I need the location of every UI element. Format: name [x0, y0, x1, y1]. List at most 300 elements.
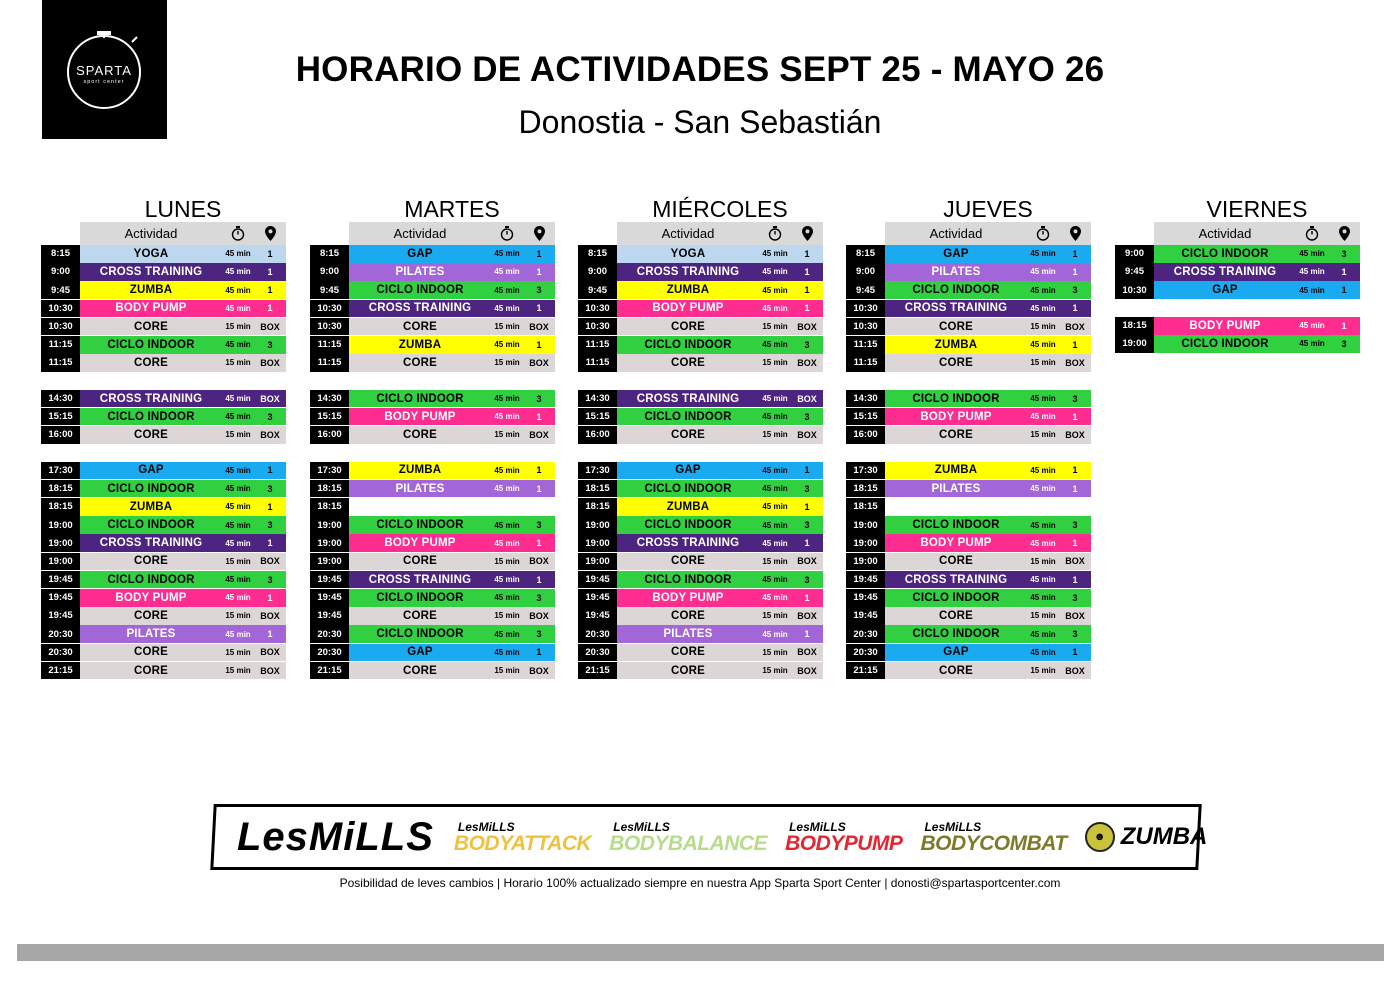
schedule-row	[41, 534, 287, 552]
schedule-row	[310, 263, 556, 281]
class-name: CICLO INDOOR	[107, 519, 195, 532]
class-time: 19:45	[578, 571, 617, 589]
class-name: BODY PUMP	[384, 537, 456, 550]
class-room: 1	[267, 248, 273, 259]
class-cell	[617, 516, 823, 534]
class-cell	[349, 625, 555, 643]
location-pin-icon	[1059, 226, 1091, 241]
logo-tagline: sport center	[83, 79, 125, 85]
day-name: VIERNES	[1206, 196, 1308, 222]
lesmills-brand: LesMiLLS	[237, 814, 434, 859]
class-name: CORE	[670, 664, 706, 677]
class-cell	[80, 390, 286, 408]
program-name: BODYCOMBAT	[920, 831, 1067, 855]
class-name: CORE	[670, 428, 706, 441]
schedule-row	[846, 625, 1092, 643]
class-name: GAP	[943, 646, 969, 659]
class-cell	[885, 462, 1091, 480]
class-time: 19:45	[41, 571, 80, 589]
program-bodyattack	[454, 821, 591, 854]
class-cell	[617, 571, 823, 589]
class-room: 1	[536, 339, 542, 350]
class-name: CICLO INDOOR	[107, 338, 195, 351]
class-cell	[885, 426, 1091, 444]
class-name: CICLO INDOOR	[107, 410, 195, 423]
class-room: BOX	[1065, 357, 1085, 368]
class-room: 1	[267, 538, 273, 549]
schedule-row	[310, 516, 556, 534]
program-name: BODYATTACK	[453, 831, 592, 855]
class-name: CICLO INDOOR	[376, 591, 464, 604]
class-time: 19:00	[578, 516, 617, 534]
class-name: PILATES	[663, 628, 713, 641]
schedule-row	[310, 625, 556, 643]
schedule-row	[846, 462, 1092, 480]
class-duration: 45 min	[225, 249, 251, 259]
class-duration: 45 min	[225, 465, 251, 475]
class-cell	[885, 480, 1091, 498]
schedule-row	[41, 318, 287, 336]
class-room: 1	[536, 411, 542, 422]
class-name: CORE	[133, 646, 169, 659]
class-cell	[885, 408, 1091, 426]
class-duration: 15 min	[494, 556, 520, 566]
class-time: 11:15	[310, 354, 349, 372]
class-time: 10:30	[578, 300, 617, 318]
class-time: 18:15	[310, 480, 349, 498]
class-cell	[617, 644, 823, 662]
class-name: PILATES	[395, 265, 445, 278]
class-cell	[617, 300, 823, 318]
class-cell	[349, 336, 555, 354]
class-name: CICLO INDOOR	[376, 284, 464, 297]
class-duration: 45 min	[1030, 303, 1056, 313]
class-time: 10:30	[310, 318, 349, 336]
class-room: 1	[804, 592, 810, 603]
schedule-row	[41, 245, 287, 263]
page-title: HORARIO DE ACTIVIDADES SEPT 25 - MAYO 26	[295, 50, 1105, 89]
schedule-row	[310, 354, 556, 372]
class-room: 3	[536, 629, 542, 640]
class-duration: 15 min	[762, 430, 788, 440]
schedule-row	[578, 354, 824, 372]
class-cell	[349, 300, 555, 318]
class-name: CORE	[133, 664, 169, 677]
class-name: CORE	[402, 320, 438, 333]
class-room: 1	[804, 303, 810, 314]
class-room: 1	[536, 574, 542, 585]
class-name: CICLO INDOOR	[912, 591, 1000, 604]
class-time: 17:30	[41, 462, 80, 480]
class-cell	[349, 553, 555, 571]
class-cell	[80, 625, 286, 643]
class-duration: 45 min	[494, 285, 520, 295]
class-time: 20:30	[846, 644, 885, 662]
class-name: CROSS TRAINING	[368, 302, 472, 315]
class-room: 3	[267, 411, 273, 422]
class-duration: 45 min	[494, 647, 520, 657]
class-room: BOX	[529, 665, 549, 676]
schedule-row	[846, 553, 1092, 571]
schedule-row	[578, 589, 824, 607]
class-name: CROSS TRAINING	[99, 537, 203, 550]
class-room: BOX	[260, 321, 280, 332]
column-header	[885, 222, 1091, 245]
day-name: LUNES	[144, 196, 222, 222]
class-cell	[885, 336, 1091, 354]
class-cell	[80, 498, 286, 516]
stopwatch-icon	[1296, 226, 1328, 241]
program-bodypump	[785, 821, 902, 854]
schedule-row	[578, 336, 824, 354]
block-gap	[846, 444, 1092, 461]
schedule-row	[41, 571, 287, 589]
class-name: CORE	[938, 664, 974, 677]
class-cell	[349, 426, 555, 444]
class-duration: 45 min	[494, 303, 520, 313]
class-cell	[885, 318, 1091, 336]
class-room: 3	[1072, 520, 1078, 531]
class-time: 19:00	[1115, 335, 1154, 353]
class-room: 1	[536, 303, 542, 314]
class-time: 11:15	[41, 354, 80, 372]
class-name: BODY PUMP	[115, 302, 187, 315]
class-cell	[617, 625, 823, 643]
class-name: BODY PUMP	[115, 591, 187, 604]
class-time: 18:15	[1115, 317, 1154, 335]
class-name: CICLO INDOOR	[644, 410, 732, 423]
class-duration: 45 min	[1299, 249, 1325, 259]
schedule-row	[41, 498, 287, 516]
location-pin-icon	[1328, 226, 1360, 241]
class-cell	[885, 245, 1091, 263]
schedule-row	[41, 300, 287, 318]
program-bodybalance	[609, 821, 767, 854]
class-name: CROSS TRAINING	[636, 265, 740, 278]
schedule-row	[846, 571, 1092, 589]
class-room: 3	[536, 285, 542, 296]
class-room: BOX	[260, 647, 280, 658]
class-time: 21:15	[846, 662, 885, 680]
schedule-row	[310, 662, 556, 680]
schedule-row	[310, 553, 556, 571]
class-name: BODY PUMP	[652, 302, 724, 315]
class-duration: 45 min	[494, 267, 520, 277]
class-time: 14:30	[846, 390, 885, 408]
schedule-row	[578, 644, 824, 662]
class-duration: 45 min	[762, 394, 788, 403]
class-time: 18:15	[846, 498, 885, 516]
class-cell	[617, 462, 823, 480]
schedule-row	[578, 480, 824, 498]
day-name: JUEVES	[943, 196, 1033, 222]
class-name: ZUMBA	[129, 500, 173, 513]
class-name: CROSS TRAINING	[99, 392, 203, 405]
class-room: 1	[1072, 574, 1078, 585]
class-duration: 45 min	[762, 267, 788, 277]
class-time: 18:15	[41, 498, 80, 516]
activity-header: Actividad	[661, 226, 715, 241]
class-cell	[1154, 245, 1360, 263]
class-room: BOX	[1065, 556, 1085, 567]
class-room: BOX	[797, 665, 817, 676]
day-name: MARTES	[404, 196, 500, 222]
schedule-row	[578, 498, 824, 516]
schedule-row	[41, 553, 287, 571]
class-time: 9:00	[578, 263, 617, 281]
class-room: 1	[1072, 248, 1078, 259]
class-duration: 15 min	[762, 358, 788, 368]
class-duration: 45 min	[1030, 520, 1056, 530]
class-duration: 45 min	[762, 484, 788, 494]
class-name: PILATES	[395, 482, 445, 495]
class-time: 20:30	[846, 625, 885, 643]
class-time: 18:15	[578, 480, 617, 498]
class-cell	[80, 571, 286, 589]
class-duration: 45 min	[762, 340, 788, 350]
schedule-row	[846, 318, 1092, 336]
class-duration: 45 min	[1030, 285, 1056, 295]
class-duration: 15 min	[225, 666, 251, 676]
day-column	[41, 196, 287, 680]
class-time: 19:00	[578, 553, 617, 571]
class-name: PILATES	[126, 628, 176, 641]
class-room: BOX	[797, 610, 817, 621]
class-name: CICLO INDOOR	[644, 573, 732, 586]
class-cell	[1154, 263, 1360, 281]
class-duration: 15 min	[494, 358, 520, 368]
class-cell	[885, 553, 1091, 571]
class-room: 1	[1072, 647, 1078, 658]
class-room: BOX	[529, 321, 549, 332]
class-time: 19:45	[846, 607, 885, 625]
program-name: BODYPUMP	[785, 831, 903, 855]
class-room: BOX	[797, 357, 817, 368]
class-cell	[617, 263, 823, 281]
class-name: CORE	[938, 428, 974, 441]
class-room: BOX	[260, 357, 280, 368]
class-room: 1	[1072, 411, 1078, 422]
class-time: 19:00	[846, 516, 885, 534]
class-duration: 45 min	[225, 340, 251, 350]
class-duration: 45 min	[1030, 249, 1056, 259]
sparta-logo	[42, 0, 167, 139]
footer-note: Posibilidad de leves cambios | Horario 100% actualizado siempre en nuestra App Sparta Sport Center | donosti@spartasportcenter.com	[339, 876, 1061, 890]
class-room: BOX	[797, 429, 817, 440]
class-cell	[349, 516, 555, 534]
class-name: PILATES	[931, 265, 981, 278]
class-room: 3	[267, 574, 273, 585]
class-time: 11:15	[578, 354, 617, 372]
class-room: 1	[1072, 465, 1078, 476]
class-name: CROSS TRAINING	[368, 573, 472, 586]
class-duration: 15 min	[762, 322, 788, 332]
class-name: CICLO INDOOR	[1181, 337, 1269, 350]
class-room: 3	[267, 483, 273, 494]
class-room: BOX	[797, 647, 817, 658]
class-duration: 45 min	[1299, 267, 1325, 277]
schedule-row	[310, 480, 556, 498]
class-name: CICLO INDOOR	[912, 519, 1000, 532]
stopwatch-icon	[491, 226, 523, 241]
schedule-row	[310, 336, 556, 354]
class-cell	[80, 281, 286, 299]
class-room: 3	[267, 520, 273, 531]
class-cell	[885, 300, 1091, 318]
class-name: GAP	[138, 464, 164, 477]
class-name: CROSS TRAINING	[904, 302, 1008, 315]
class-room: 3	[1072, 629, 1078, 640]
class-duration: 45 min	[1299, 285, 1325, 295]
class-room: BOX	[1065, 321, 1085, 332]
class-time: 10:30	[310, 300, 349, 318]
class-room: 1	[267, 285, 273, 296]
class-duration: 45 min	[494, 394, 520, 403]
class-duration: 15 min	[1030, 358, 1056, 368]
class-time: 20:30	[310, 644, 349, 662]
class-room: 3	[1072, 285, 1078, 296]
class-duration: 15 min	[225, 647, 251, 657]
class-duration: 15 min	[762, 556, 788, 566]
class-cell	[617, 480, 823, 498]
class-cell	[885, 263, 1091, 281]
class-name: CORE	[133, 428, 169, 441]
schedule-row	[846, 390, 1092, 408]
class-duration: 45 min	[225, 520, 251, 530]
class-room: 3	[1072, 393, 1078, 404]
class-cell	[617, 318, 823, 336]
schedule-row	[846, 354, 1092, 372]
class-room: BOX	[1065, 429, 1085, 440]
schedule-row	[1115, 317, 1361, 335]
class-cell	[617, 245, 823, 263]
class-duration: 15 min	[225, 358, 251, 368]
class-name: CORE	[938, 356, 974, 369]
class-duration: 45 min	[762, 593, 788, 603]
activity-header: Actividad	[1198, 226, 1252, 241]
class-name: CICLO INDOOR	[912, 284, 1000, 297]
class-time: 19:00	[846, 534, 885, 552]
class-time: 19:00	[846, 553, 885, 571]
class-duration: 45 min	[494, 340, 520, 350]
schedule-row	[578, 462, 824, 480]
class-duration: 45 min	[1030, 394, 1056, 403]
schedule-row	[41, 607, 287, 625]
class-room: BOX	[797, 556, 817, 567]
page-subtitle: Donostia - San Sebastián	[518, 104, 882, 140]
class-name: CORE	[670, 555, 706, 568]
class-room: 3	[804, 520, 810, 531]
class-time: 20:30	[310, 625, 349, 643]
class-duration: 45 min	[1030, 484, 1056, 494]
class-room: 1	[267, 303, 273, 314]
class-time: 19:45	[846, 571, 885, 589]
class-duration: 15 min	[494, 611, 520, 621]
schedule-row	[41, 336, 287, 354]
schedule-row	[578, 263, 824, 281]
class-room: 1	[267, 629, 273, 640]
stopwatch-icon	[759, 226, 791, 241]
class-time: 19:45	[310, 589, 349, 607]
class-cell	[617, 281, 823, 299]
class-duration: 15 min	[225, 430, 251, 440]
class-cell	[885, 354, 1091, 372]
block-gap	[310, 444, 556, 461]
location-pin-icon	[254, 226, 286, 241]
class-room: 1	[267, 465, 273, 476]
activity-header: Actividad	[929, 226, 983, 241]
class-duration: 45 min	[1030, 412, 1056, 422]
schedule-row	[310, 462, 556, 480]
zumba-name: ZUMBA	[1120, 823, 1208, 850]
class-duration: 45 min	[494, 538, 520, 548]
class-time: 8:15	[310, 245, 349, 263]
class-room: 1	[1072, 339, 1078, 350]
schedule-row	[578, 281, 824, 299]
class-duration: 15 min	[225, 611, 251, 621]
class-cell	[349, 390, 555, 408]
class-cell	[80, 516, 286, 534]
class-name: CICLO INDOOR	[912, 392, 1000, 405]
class-time: 19:45	[41, 589, 80, 607]
class-time: 15:15	[578, 408, 617, 426]
class-room: 1	[1341, 266, 1347, 277]
schedule-row	[310, 589, 556, 607]
class-time: 11:15	[846, 354, 885, 372]
class-duration: 15 min	[494, 322, 520, 332]
class-time: 16:00	[578, 426, 617, 444]
schedule-row	[310, 408, 556, 426]
schedule-row	[846, 300, 1092, 318]
class-duration: 45 min	[1030, 593, 1056, 603]
class-time: 10:30	[578, 318, 617, 336]
class-time: 9:00	[846, 263, 885, 281]
class-cell	[885, 571, 1091, 589]
schedule-row	[578, 408, 824, 426]
schedule-row	[578, 318, 824, 336]
schedule-row	[1115, 281, 1361, 299]
class-name: GAP	[407, 247, 433, 260]
class-room: BOX	[797, 393, 817, 404]
schedule-row	[846, 336, 1092, 354]
class-cell	[885, 644, 1091, 662]
schedule-row	[41, 516, 287, 534]
class-time: 17:30	[846, 462, 885, 480]
schedule-row	[41, 462, 287, 480]
class-cell	[617, 336, 823, 354]
class-cell	[885, 498, 1091, 516]
class-duration: 45 min	[225, 538, 251, 548]
class-name: CORE	[670, 356, 706, 369]
class-time: 17:30	[578, 462, 617, 480]
schedule-row	[578, 390, 824, 408]
class-cell	[885, 516, 1091, 534]
class-room: BOX	[260, 393, 280, 404]
schedule-row	[578, 607, 824, 625]
schedule-row	[1115, 263, 1361, 281]
class-cell	[1154, 281, 1360, 299]
block-gap	[1115, 300, 1361, 317]
class-time: 18:15	[846, 480, 885, 498]
schedule-row	[846, 263, 1092, 281]
class-duration: 45 min	[1030, 647, 1056, 657]
class-room: 1	[804, 266, 810, 277]
class-time: 19:00	[310, 516, 349, 534]
schedule-row	[846, 662, 1092, 680]
class-time: 11:15	[310, 336, 349, 354]
schedule-row	[310, 300, 556, 318]
class-room: BOX	[529, 429, 549, 440]
